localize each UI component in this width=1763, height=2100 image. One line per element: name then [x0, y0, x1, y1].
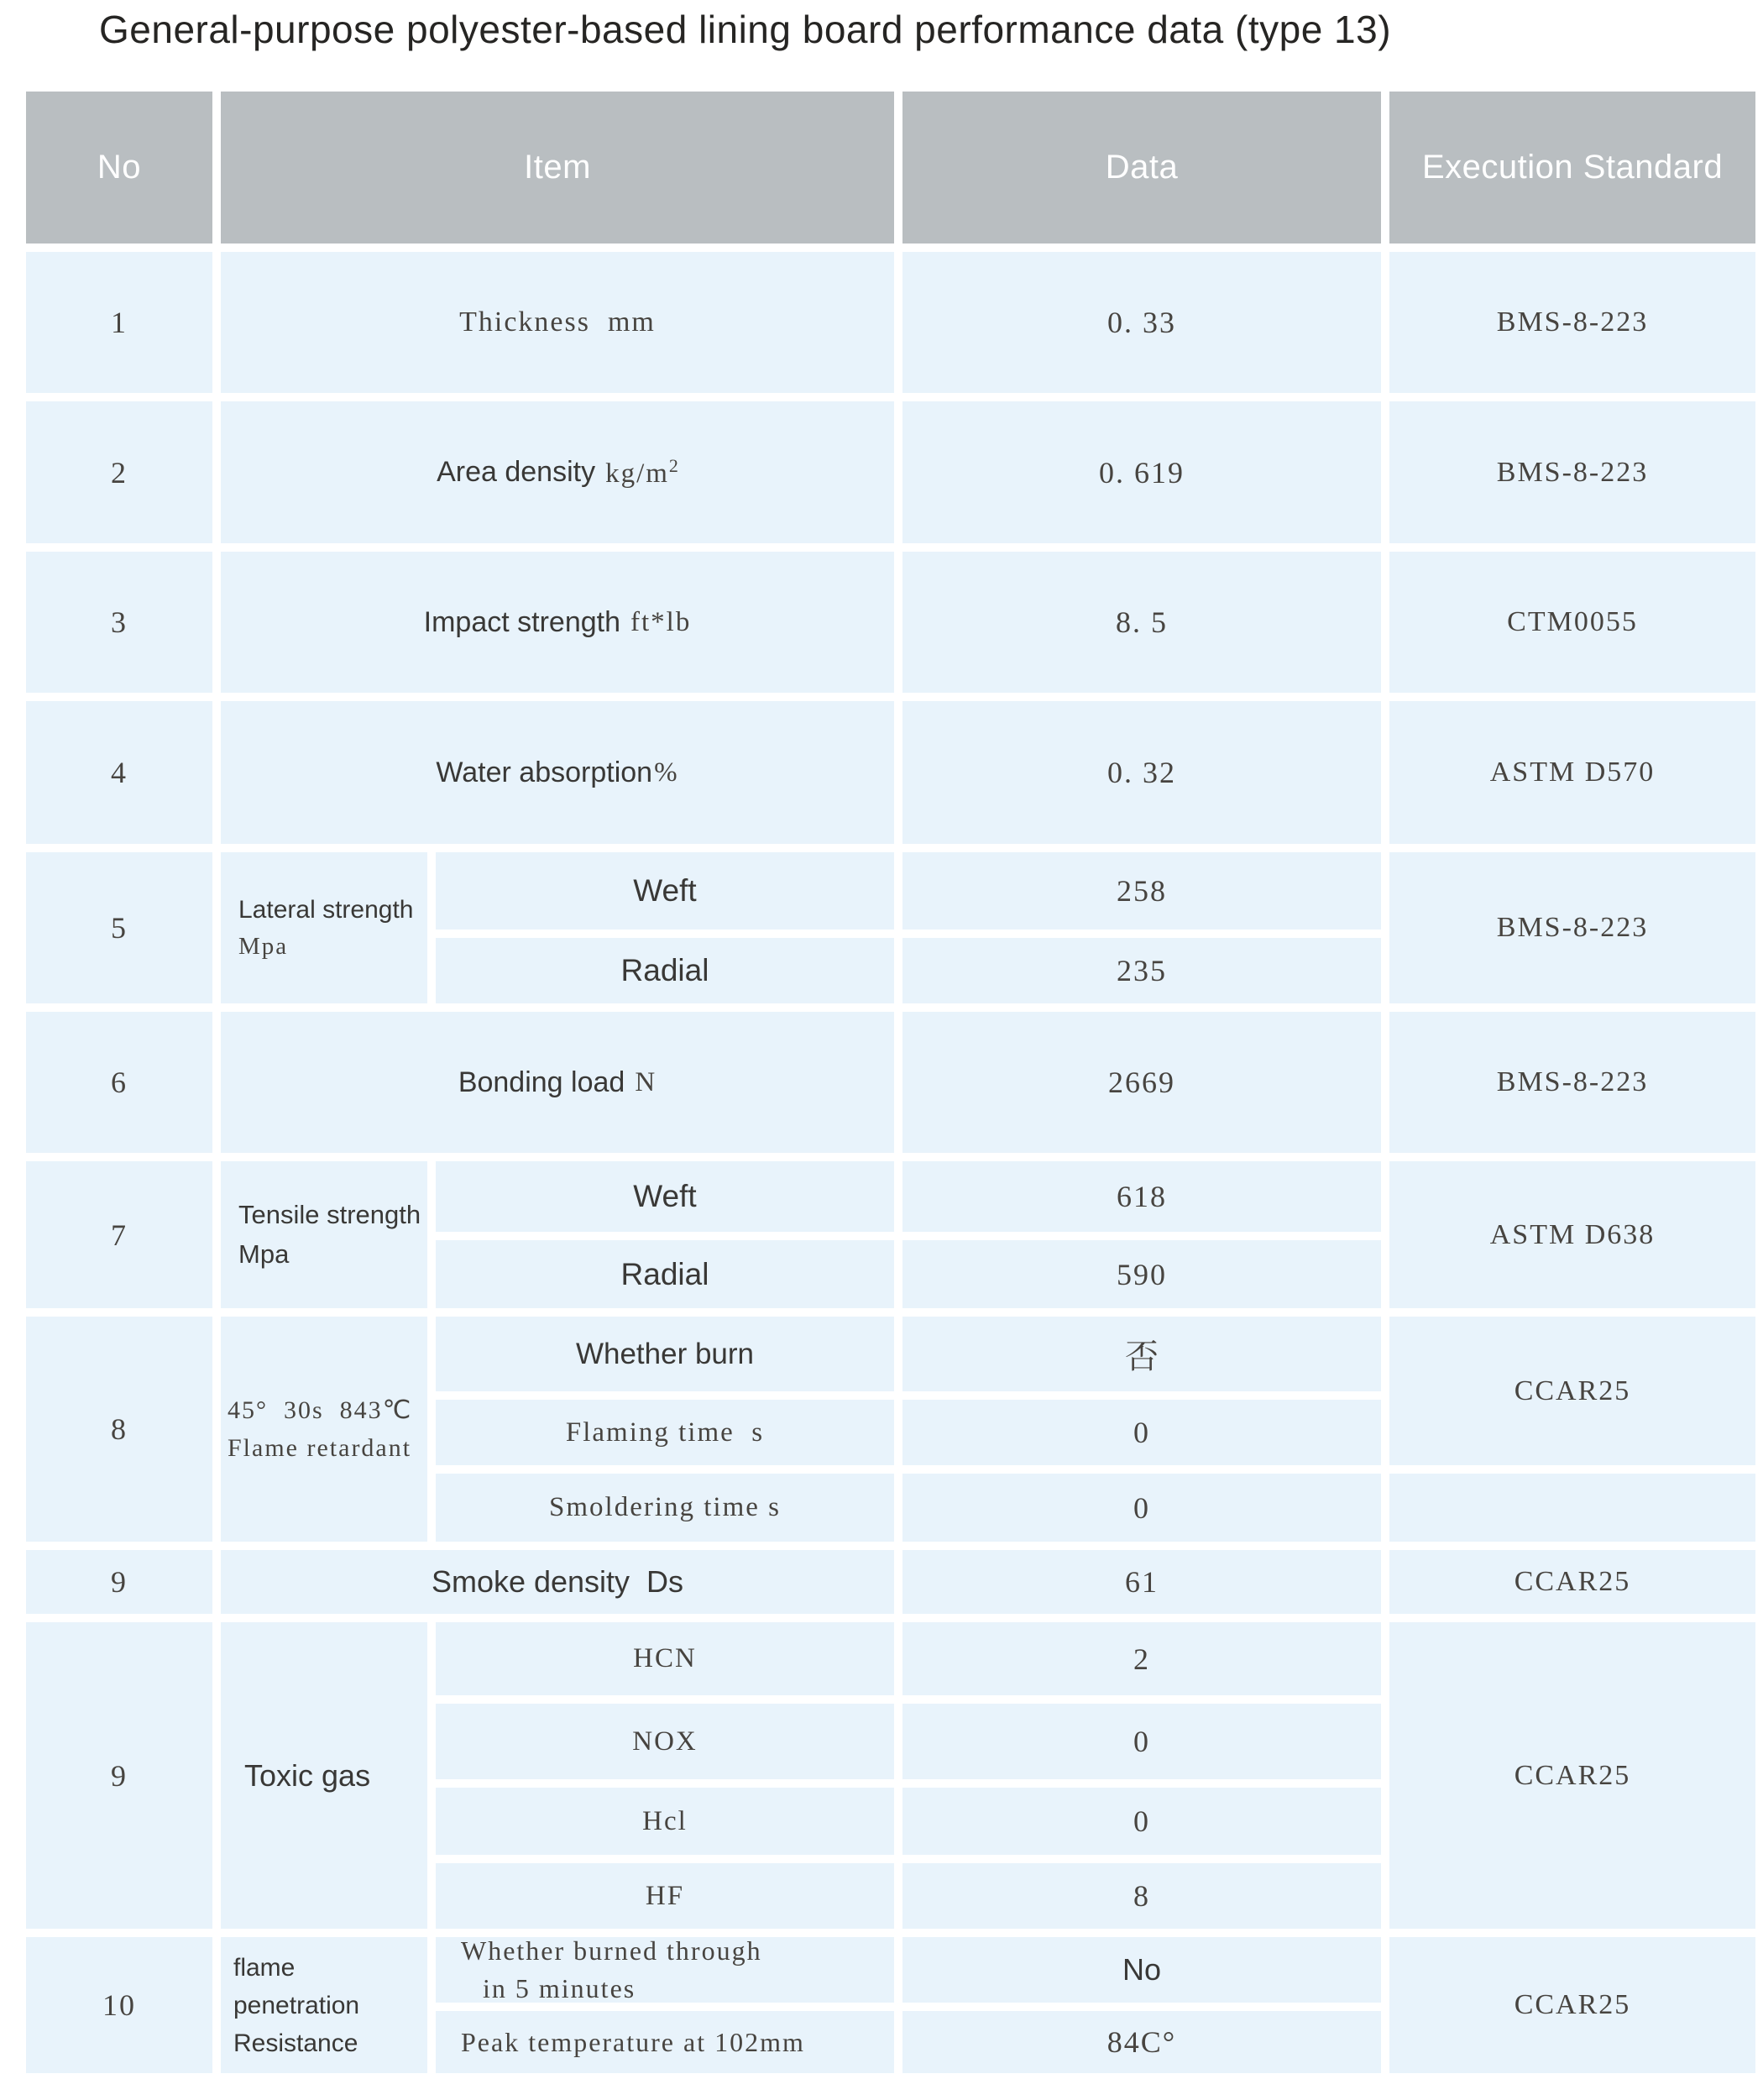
- row-10-item-label: flame penetration Resistance: [221, 1937, 427, 2073]
- row-1-no: 1: [26, 252, 212, 393]
- header-no: No: [26, 92, 212, 244]
- row-5-value-radial: 235: [902, 938, 1381, 1003]
- row-10-no: 10: [26, 1937, 212, 2073]
- row-3-item: Impact strength ft*lb: [221, 552, 894, 693]
- row-8-standard-empty-cell: [1389, 1474, 1755, 1542]
- header-item: Item: [221, 92, 894, 244]
- row-5-no: 5: [26, 852, 212, 1003]
- row-7-value-weft: 618: [902, 1161, 1381, 1232]
- row-1-item: Thickness mm: [221, 252, 894, 393]
- row-9b-sub-hcl: Hcl: [436, 1788, 894, 1855]
- row-7-standard: ASTM D638: [1389, 1161, 1755, 1308]
- row-9-standard: CCAR25: [1389, 1550, 1755, 1614]
- row-10-standard: CCAR25: [1389, 1937, 1755, 2073]
- row-3-standard: CTM0055: [1389, 552, 1755, 693]
- row-5-item-label: Lateral strength Mpa: [221, 852, 427, 1003]
- row-8-value-smoldering-time: 0: [902, 1474, 1381, 1542]
- row-10-sub-burned-through: Whether burned through in 5 minutes: [436, 1937, 894, 2003]
- row-2-no: 2: [26, 401, 212, 543]
- row-9b-value-hcl: 0: [902, 1788, 1381, 1855]
- row-6-unit: N: [635, 1066, 657, 1097]
- performance-table: [26, 92, 1755, 2073]
- row-3-unit: ft*lb: [630, 606, 692, 637]
- row-6-no: 6: [26, 1012, 212, 1153]
- header-data: Data: [902, 92, 1381, 244]
- row-5-sub-weft: Weft: [436, 852, 894, 930]
- row-8-sub-smoldering-time: Smoldering time s: [436, 1474, 894, 1542]
- row-9b-no: 9: [26, 1622, 212, 1929]
- row-8-item-label: 45° 30s 843℃ Flame retardant: [221, 1317, 427, 1542]
- row-4-item: Water absorption %: [221, 701, 894, 844]
- row-9b-sub-hcn: HCN: [436, 1622, 894, 1695]
- row-9b-standard: CCAR25: [1389, 1622, 1755, 1929]
- row-9b-value-hf: 8: [902, 1863, 1381, 1929]
- row-8-value-whether-burn: 否: [902, 1317, 1381, 1391]
- page-title: General-purpose polyester-based lining board performance data (type 13): [99, 8, 1392, 51]
- row-5-standard: BMS-8-223: [1389, 852, 1755, 1003]
- row-8-standard: CCAR25: [1389, 1317, 1755, 1465]
- row-4-data: 0. 32: [902, 701, 1381, 844]
- row-1-standard: BMS-8-223: [1389, 252, 1755, 393]
- row-9-data: 61: [902, 1550, 1381, 1614]
- row-2-item: Area density $kg/m^2$: [221, 401, 894, 543]
- row-4-no: 4: [26, 701, 212, 844]
- row-6-data: 2669: [902, 1012, 1381, 1153]
- row-10-value-peak-temperature: 84C°: [902, 2011, 1381, 2073]
- row-5-sub-radial: Radial: [436, 938, 894, 1003]
- row-8-value-flaming-time: 0: [902, 1400, 1381, 1465]
- row-7-sub-radial: Radial: [436, 1240, 894, 1308]
- row-8-sub-flaming-time: Flaming time s: [436, 1400, 894, 1465]
- row-1-data: 0. 33: [902, 252, 1381, 393]
- row-9-no: 9: [26, 1550, 212, 1614]
- row-9b-sub-hf: HF: [436, 1863, 894, 1929]
- row-4-unit: %: [654, 757, 679, 788]
- row-10-sub-peak-temperature: Peak temperature at 102mm: [436, 2011, 894, 2073]
- row-9-item: Smoke density Ds: [221, 1550, 894, 1614]
- row-7-no: 7: [26, 1161, 212, 1308]
- row-7-value-radial: 590: [902, 1240, 1381, 1308]
- row-10-value-burned-through: No: [902, 1937, 1381, 2003]
- row-9b-sub-nox: NOX: [436, 1704, 894, 1779]
- row-3-no: 3: [26, 552, 212, 693]
- header-execution-standard: Execution Standard: [1389, 92, 1755, 244]
- row-6-standard: BMS-8-223: [1389, 1012, 1755, 1153]
- row-8-sub-whether-burn: Whether burn: [436, 1317, 894, 1391]
- row-8-no: 8: [26, 1317, 212, 1542]
- row-6-item: Bonding load N: [221, 1012, 894, 1153]
- row-9b-value-nox: 0: [902, 1704, 1381, 1779]
- row-5-value-weft: 258: [902, 852, 1381, 930]
- row-3-data: 8. 5: [902, 552, 1381, 693]
- row-7-item-label: Tensile strength Mpa: [221, 1161, 427, 1308]
- row-9b-item-label: Toxic gas: [221, 1622, 427, 1929]
- row-2-standard: BMS-8-223: [1389, 401, 1755, 543]
- row-2-unit: $kg/m^2$: [605, 455, 678, 489]
- row-4-standard: ASTM D570: [1389, 701, 1755, 844]
- row-9b-value-hcn: 2: [902, 1622, 1381, 1695]
- row-7-sub-weft: Weft: [436, 1161, 894, 1232]
- row-2-data: 0. 619: [902, 401, 1381, 543]
